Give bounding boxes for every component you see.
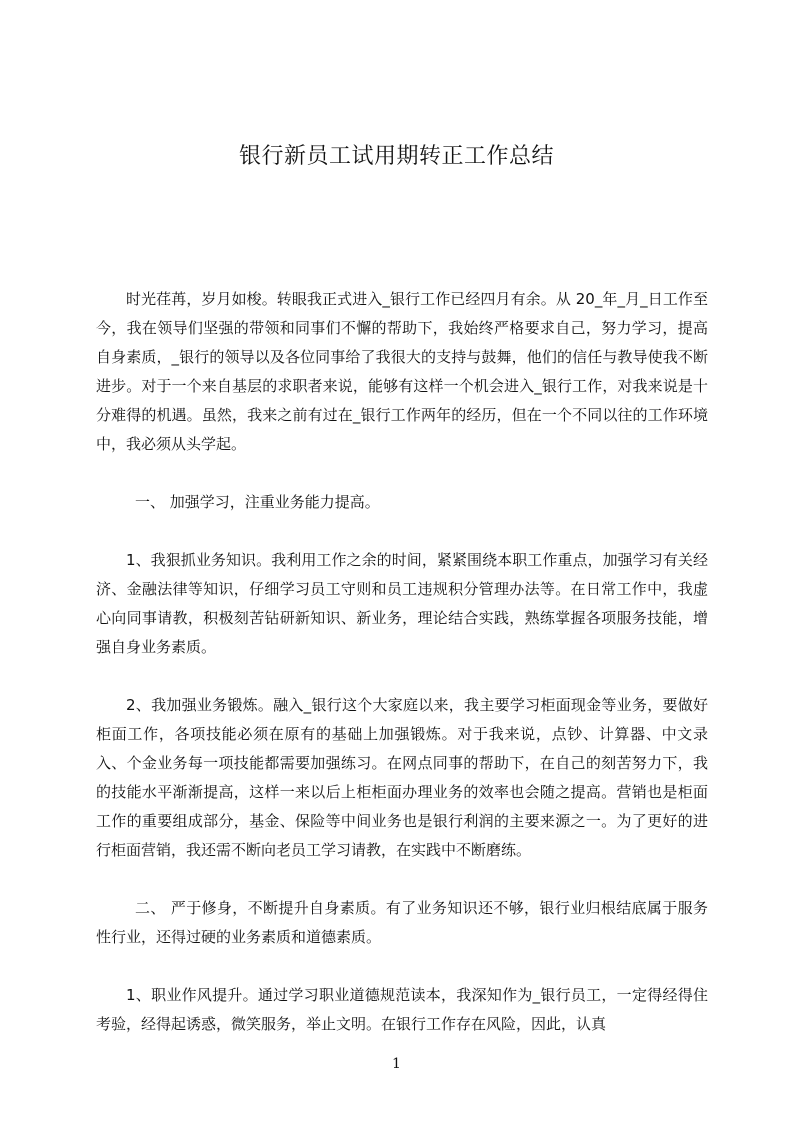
section-heading-2: 二、 严于修身，不断提升自身素质。有了业务知识还不够，银行业归根结底属于服务性行业，还得过硬的业务素质和道德素质。 [96, 899, 708, 946]
document-body [96, 285, 708, 1068]
paragraph-business-knowledge: 1、我狠抓业务知识。我利用工作之余的时间，紧紧围绕本职工作重点，加强学习有关经济、金融法律等知识，仔细学习员工守则和员工违规积分管理办法等。在日常工作中，我虚心向同事请教，积极刻苦钻研新知识、新业务，理论结合实践，熟练掌握各项服务技能，增强自身业务素质。 [96, 551, 708, 656]
page-number: 1 [392, 1056, 401, 1072]
paragraph-intro: 时光荏苒，岁月如梭。转眼我正式进入_银行工作已经四月有余。从 20_年_月_日工作至今，我在领导们坚强的带领和同事们不懈的帮助下，我始终严格要求自己，努力学习，提高自身素质，_银行的领导以及各位同事给了我很大的支持与鼓舞，他们的信任与教导使我不断进步。对于一个来自基层的求职者来说，能够有这样一个机会进入_银行工作，对我来说是十分难得的机遇。虽然，我来之前有过在_银行工作两年的经历，但在一个不同以往的工作环境中，我必须从头学起。 [96, 290, 708, 453]
document-title: 银行新员工试用期转正工作总结 [238, 144, 554, 169]
section-heading-1: 一、 加强学习，注重业务能力提高。 [135, 493, 380, 511]
paragraph-professional-style: 1、职业作风提升。通过学习职业道德规范读本，我深知作为_银行员工，一定得经得住考验，经得起诱惑，微笑服务，举止文明。在银行工作存在风险，因此，认真 [96, 986, 708, 1033]
paragraph-business-training: 2、我加强业务锻炼。融入_银行这个大家庭以来，我主要学习柜面现金等业务，要做好柜面工作，各项技能必须在原有的基础上加强锻炼。对于我来说，点钞、计算器、中文录入、个金业务每一项技能都需要加强练习。在网点同事的帮助下，在自己的刻苦努力下，我的技能水平渐渐提高，这样一来以后上柜柜面办理业务的效率也会随之提高。营销也是柜面工作的重要组成部分，基金、保险等中间业务也是银行利润的主要来源之一。为了更好的进行柜面营销，我还需不断向老员工学习请教，在实践中不断磨练。 [96, 696, 708, 859]
